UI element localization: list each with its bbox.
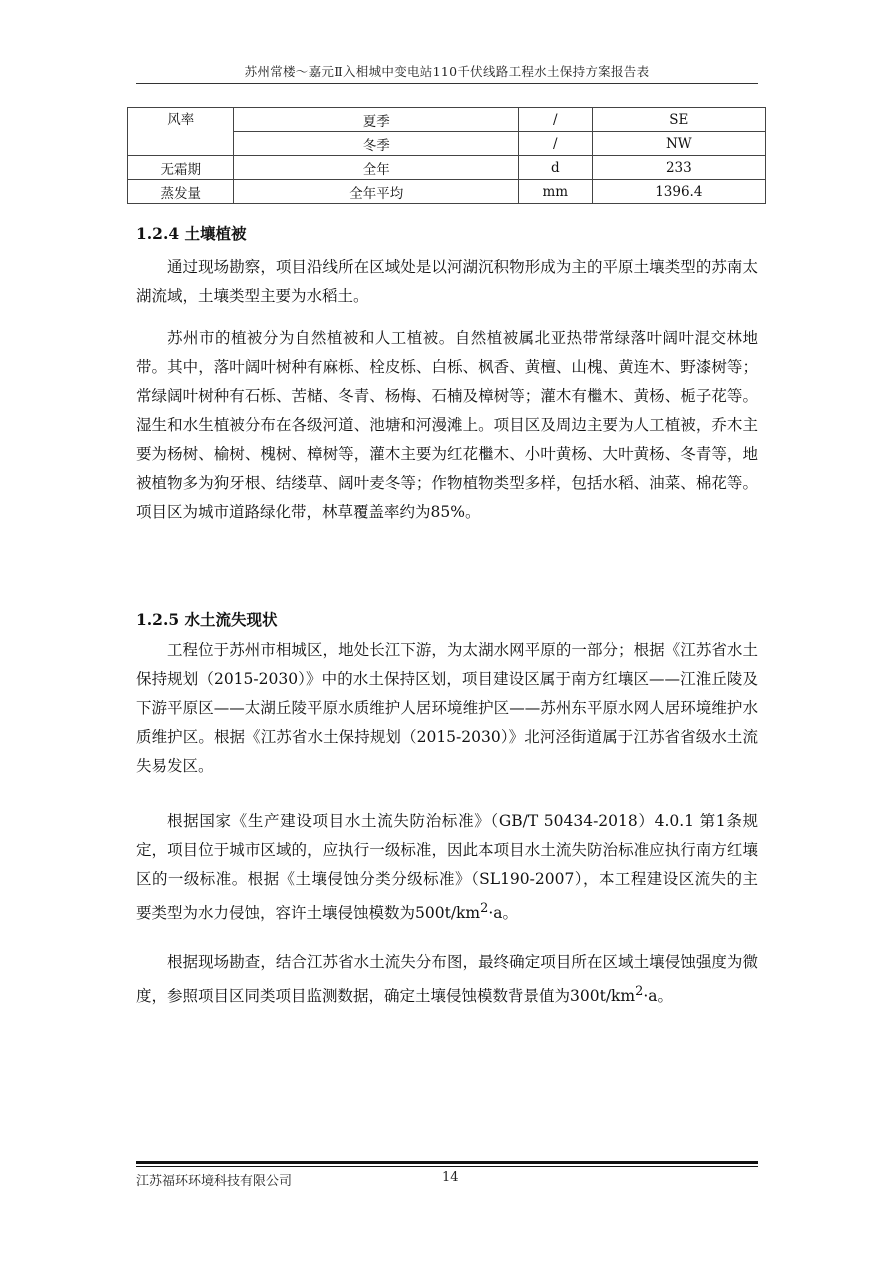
evap-label-cell: 蒸发量 bbox=[128, 180, 234, 204]
evap-unit-cell: mm bbox=[518, 180, 592, 204]
table-row bbox=[128, 108, 766, 132]
evap-value-cell: 1396.4 bbox=[592, 180, 765, 204]
header-rule bbox=[136, 83, 758, 84]
summer-label-cell: 夏季 bbox=[234, 108, 518, 132]
document-header-title: 苏州常楼～嘉元Ⅱ入相城中变电站110千伏线路工程水土保持方案报告表 bbox=[244, 64, 650, 79]
superscript-exponent: 2 bbox=[480, 901, 489, 916]
paragraph-erosion-zoning: 工程位于苏州市相城区，地处长江下游，为太湖水网平原的一部分；根据《江苏省水土保持规划（2015-2030）》中的水土保持区划，项目建设区属于南方红壤区——江淮丘陵及下游平原区——太湖丘陵平原水质维护人居环境维护区——苏州东平原水网人居环境维护水质维护区。根据《江苏省水土保持规划（2015-2030）》北河泾街道属于江苏省省级水土流失易发区。 bbox=[136, 641, 758, 775]
frost-period-cell: 全年 bbox=[234, 156, 518, 180]
table-row bbox=[128, 156, 766, 180]
paragraph-tail: ·a。 bbox=[488, 904, 519, 923]
summer-value-cell: SE bbox=[592, 108, 765, 132]
paragraph-erosion-background bbox=[136, 948, 758, 1011]
paragraph-soil: 通过现场勘察，项目沿线所在区域处是以河湖沉积物形成为主的平原土壤类型的苏南太湖流域，土壤类型主要为水稻土。 bbox=[136, 258, 758, 305]
paragraph-text: 根据国家《生产建设项目水土流失防治标准》（GB/T 50434-2018）4.0.1 第1条规定，项目位于城市区域的，应执行一级标准，因此本项目水土流失防治标准应执行南方红壤区的一级标准。根据《土壤侵蚀分类分级标准》（SL190-2007），本工程建设区流失的主要类型为水力侵蚀，容许土壤侵蚀模数为500t/km bbox=[136, 812, 758, 923]
frost-value-cell: 233 bbox=[592, 156, 765, 180]
winter-unit-cell: / bbox=[518, 132, 592, 156]
paragraph-tail: ·a。 bbox=[643, 987, 674, 1006]
evap-period-cell: 全年平均 bbox=[234, 180, 518, 204]
page-number: 14 bbox=[442, 1170, 459, 1185]
paragraph-text: 根据现场勘查，结合江苏省水土流失分布图，最终确定项目所在区域土壤侵蚀强度为微度，参照项目区同类项目监测数据，确定土壤侵蚀模数背景值为300t/km bbox=[136, 953, 758, 1006]
frost-label-cell: 无霜期 bbox=[128, 156, 234, 180]
frost-unit-cell: d bbox=[518, 156, 592, 180]
footer-rule-thin bbox=[136, 1166, 758, 1167]
footer-company-name: 江苏福环环境科技有限公司 bbox=[136, 1174, 293, 1189]
paragraph-erosion-standard bbox=[136, 807, 758, 928]
section-heading-soil-vegetation: 1.2.4 土壤植被 bbox=[136, 224, 247, 243]
winter-label-cell: 冬季 bbox=[234, 132, 518, 156]
paragraph-vegetation: 苏州市的植被分为自然植被和人工植被。自然植被属北亚热带常绿落叶阔叶混交林地带。其中，落叶阔叶树种有麻栎、栓皮栎、白栎、枫香、黄檀、山槐、黄连木、野漆树等；常绿阔叶树种有石栎、苦槠、冬青、杨梅、石楠及樟树等；灌木有檵木、黄杨、栀子花等。湿生和水生植被分布在各级河道、池塘和河漫滩上。项目区及周边主要为人工植被，乔木主要为杨树、榆树、槐树、樟树等，灌木主要为红花檵木、小叶黄杨、大叶黄杨、冬青等，地被植物多为狗牙根、结缕草、阔叶麦冬等；作物植物类型多样，包括水稻、油菜、棉花等。项目区为城市道路绿化带，林草覆盖率约为85%。 bbox=[136, 329, 758, 521]
summer-unit-cell: / bbox=[518, 108, 592, 132]
winter-value-cell: NW bbox=[592, 132, 765, 156]
climate-table bbox=[127, 107, 766, 204]
table-row bbox=[128, 180, 766, 204]
section-heading-soil-erosion: 1.2.5 水土流失现状 bbox=[136, 610, 278, 629]
wind-label-cell: 风率 bbox=[128, 108, 234, 156]
footer-rule-thick bbox=[136, 1161, 758, 1164]
superscript-exponent: 2 bbox=[635, 984, 644, 999]
